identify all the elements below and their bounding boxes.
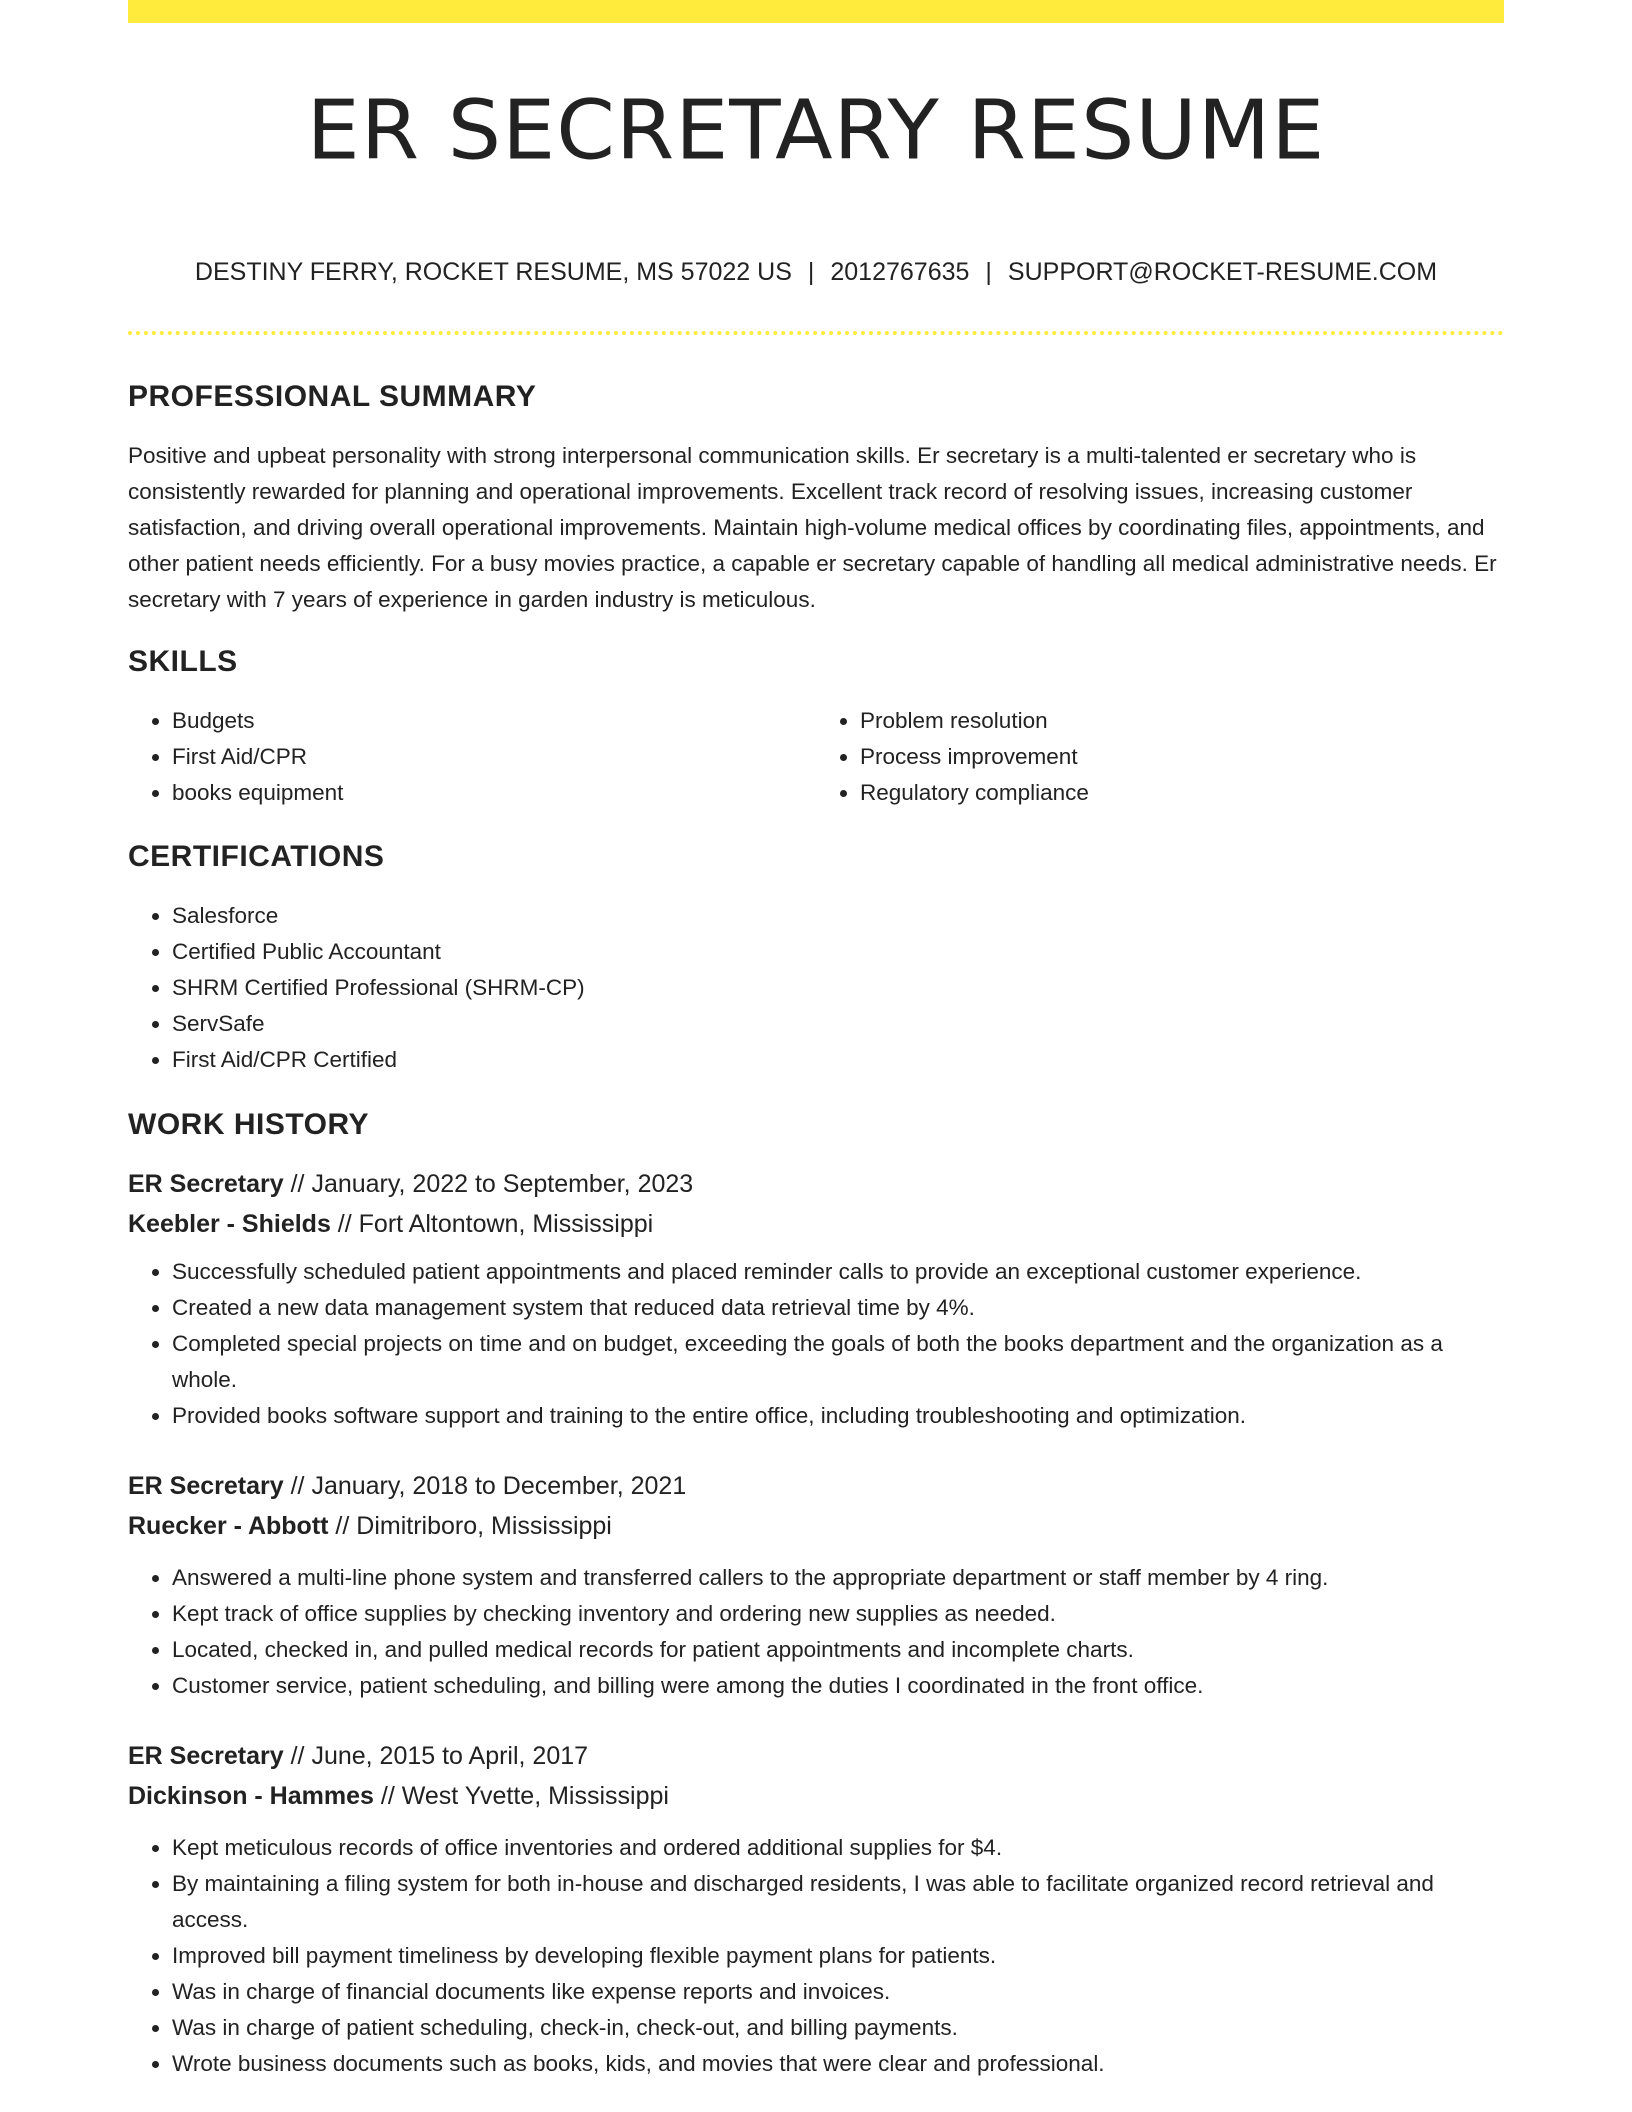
skill-item: • Process improvement bbox=[860, 739, 1504, 775]
job-bullet: • Answered a multi-line phone system and transferred callers to the appropriate department or staff member by 4 ring. bbox=[172, 1560, 1504, 1596]
job-title-line bbox=[128, 1466, 1504, 1506]
job-bullets bbox=[128, 1830, 1504, 2082]
job-title-line bbox=[128, 1164, 1504, 1204]
job-dates: // January, 2018 to December, 2021 bbox=[283, 1472, 687, 1500]
skills-heading: SKILLS bbox=[128, 645, 238, 678]
job-bullet: • Customer service, patient scheduling, and billing were among the duties I coordinated in the front office. bbox=[172, 1668, 1504, 1704]
contact-email: SUPPORT@ROCKET-RESUME.COM bbox=[1007, 258, 1438, 286]
certification-item: • ServSafe bbox=[172, 1006, 1504, 1042]
contact-separator: | bbox=[985, 258, 992, 286]
job-company: Keebler - Shields bbox=[128, 1210, 331, 1238]
certifications-list bbox=[128, 898, 1504, 1078]
summary-heading: PROFESSIONAL SUMMARY bbox=[128, 380, 537, 413]
job-bullet: • Kept track of office supplies by checking inventory and ordering new supplies as needed. bbox=[172, 1596, 1504, 1632]
certifications-heading: CERTIFICATIONS bbox=[128, 840, 385, 873]
job-bullet: • Created a new data management system that reduced data retrieval time by 4%. bbox=[172, 1290, 1504, 1326]
job-title: ER Secretary bbox=[128, 1170, 284, 1198]
work-history-heading: WORK HISTORY bbox=[128, 1108, 370, 1141]
skills-list-left bbox=[128, 703, 816, 811]
job-bullet: • Provided books software support and training to the entire office, including troubleshooting and optimization. bbox=[172, 1398, 1504, 1434]
job-title: ER Secretary bbox=[128, 1472, 284, 1500]
job-entry bbox=[128, 1736, 1504, 2082]
job-bullet: • Completed special projects on time and on budget, exceeding the goals of both the books department and the organization as a whole. bbox=[172, 1326, 1504, 1398]
dotted-divider bbox=[128, 331, 1504, 335]
contact-line bbox=[128, 257, 1504, 287]
certification-item: • Certified Public Accountant bbox=[172, 934, 1504, 970]
certification-item: • Salesforce bbox=[172, 898, 1504, 934]
resume-content bbox=[128, 0, 1504, 2082]
contact-phone: 2012767635 bbox=[830, 258, 970, 286]
job-location: // Dimitriboro, Mississippi bbox=[328, 1512, 612, 1540]
certification-item: • SHRM Certified Professional (SHRM-CP) bbox=[172, 970, 1504, 1006]
job-bullets bbox=[128, 1560, 1504, 1704]
job-location: // Fort Altontown, Mississippi bbox=[330, 1210, 654, 1238]
job-company-line bbox=[128, 1506, 1504, 1546]
job-bullet: • Was in charge of patient scheduling, check-in, check-out, and billing payments. bbox=[172, 2010, 1504, 2046]
job-bullet: • Kept meticulous records of office inventories and ordered additional supplies for $4. bbox=[172, 1830, 1504, 1866]
skill-item: • First Aid/CPR bbox=[172, 739, 816, 775]
job-bullet: • Wrote business documents such as books, kids, and movies that were clear and professional. bbox=[172, 2046, 1504, 2082]
job-company: Dickinson - Hammes bbox=[128, 1782, 374, 1810]
skills-grid bbox=[128, 703, 1504, 811]
skill-item: • Problem resolution bbox=[860, 703, 1504, 739]
contact-separator: | bbox=[807, 258, 815, 286]
job-company-line bbox=[128, 1204, 1504, 1244]
job-entry bbox=[128, 1164, 1504, 1434]
job-title-line bbox=[128, 1736, 1504, 1776]
job-bullet: • Improved bill payment timeliness by developing flexible payment plans for patients. bbox=[172, 1938, 1504, 1974]
contact-address: DESTINY FERRY, ROCKET RESUME, MS 57022 US bbox=[194, 258, 792, 286]
job-company: Ruecker - Abbott bbox=[128, 1512, 329, 1540]
summary-text: Positive and upbeat personality with strong interpersonal communication skills. Er secretary is a multi-talented er secretary who is consistently rewarded for planning and operational improvements. Excellent track record of resolving issues, increasing customer satisfaction, and driving overall operational improvements. Maintain high-volume medical offices by coordinating files, appointments, and other patient needs efficiently. For a busy movies practice, a capable er secretary capable of handling all medical administrative needs. Er secretary with 7 years of experience in garden industry is meticulous. bbox=[128, 443, 1497, 612]
skill-item: • Budgets bbox=[172, 703, 816, 739]
job-bullet: • Successfully scheduled patient appointments and placed reminder calls to provide an exceptional customer experience. bbox=[172, 1254, 1504, 1290]
job-bullet: • Located, checked in, and pulled medical records for patient appointments and incomplete charts. bbox=[172, 1632, 1504, 1668]
job-company-line bbox=[128, 1776, 1504, 1816]
job-entry bbox=[128, 1466, 1504, 1704]
certification-item: • First Aid/CPR Certified bbox=[172, 1042, 1504, 1078]
job-dates: // June, 2015 to April, 2017 bbox=[283, 1742, 589, 1770]
job-bullet: • Was in charge of financial documents like expense reports and invoices. bbox=[172, 1974, 1504, 2010]
skill-item: • books equipment bbox=[172, 775, 816, 811]
job-bullets bbox=[128, 1254, 1504, 1434]
job-dates: // January, 2022 to September, 2023 bbox=[283, 1170, 694, 1198]
skill-item: • Regulatory compliance bbox=[860, 775, 1504, 811]
job-bullet: • By maintaining a filing system for both in-house and discharged residents, I was able to facilitate organized record retrieval and access. bbox=[172, 1866, 1504, 1938]
job-location: // West Yvette, Mississippi bbox=[373, 1782, 669, 1810]
resume-title: ER SECRETARY RESUME bbox=[306, 81, 1326, 179]
skills-list-right bbox=[816, 703, 1504, 811]
job-title: ER Secretary bbox=[128, 1742, 284, 1770]
